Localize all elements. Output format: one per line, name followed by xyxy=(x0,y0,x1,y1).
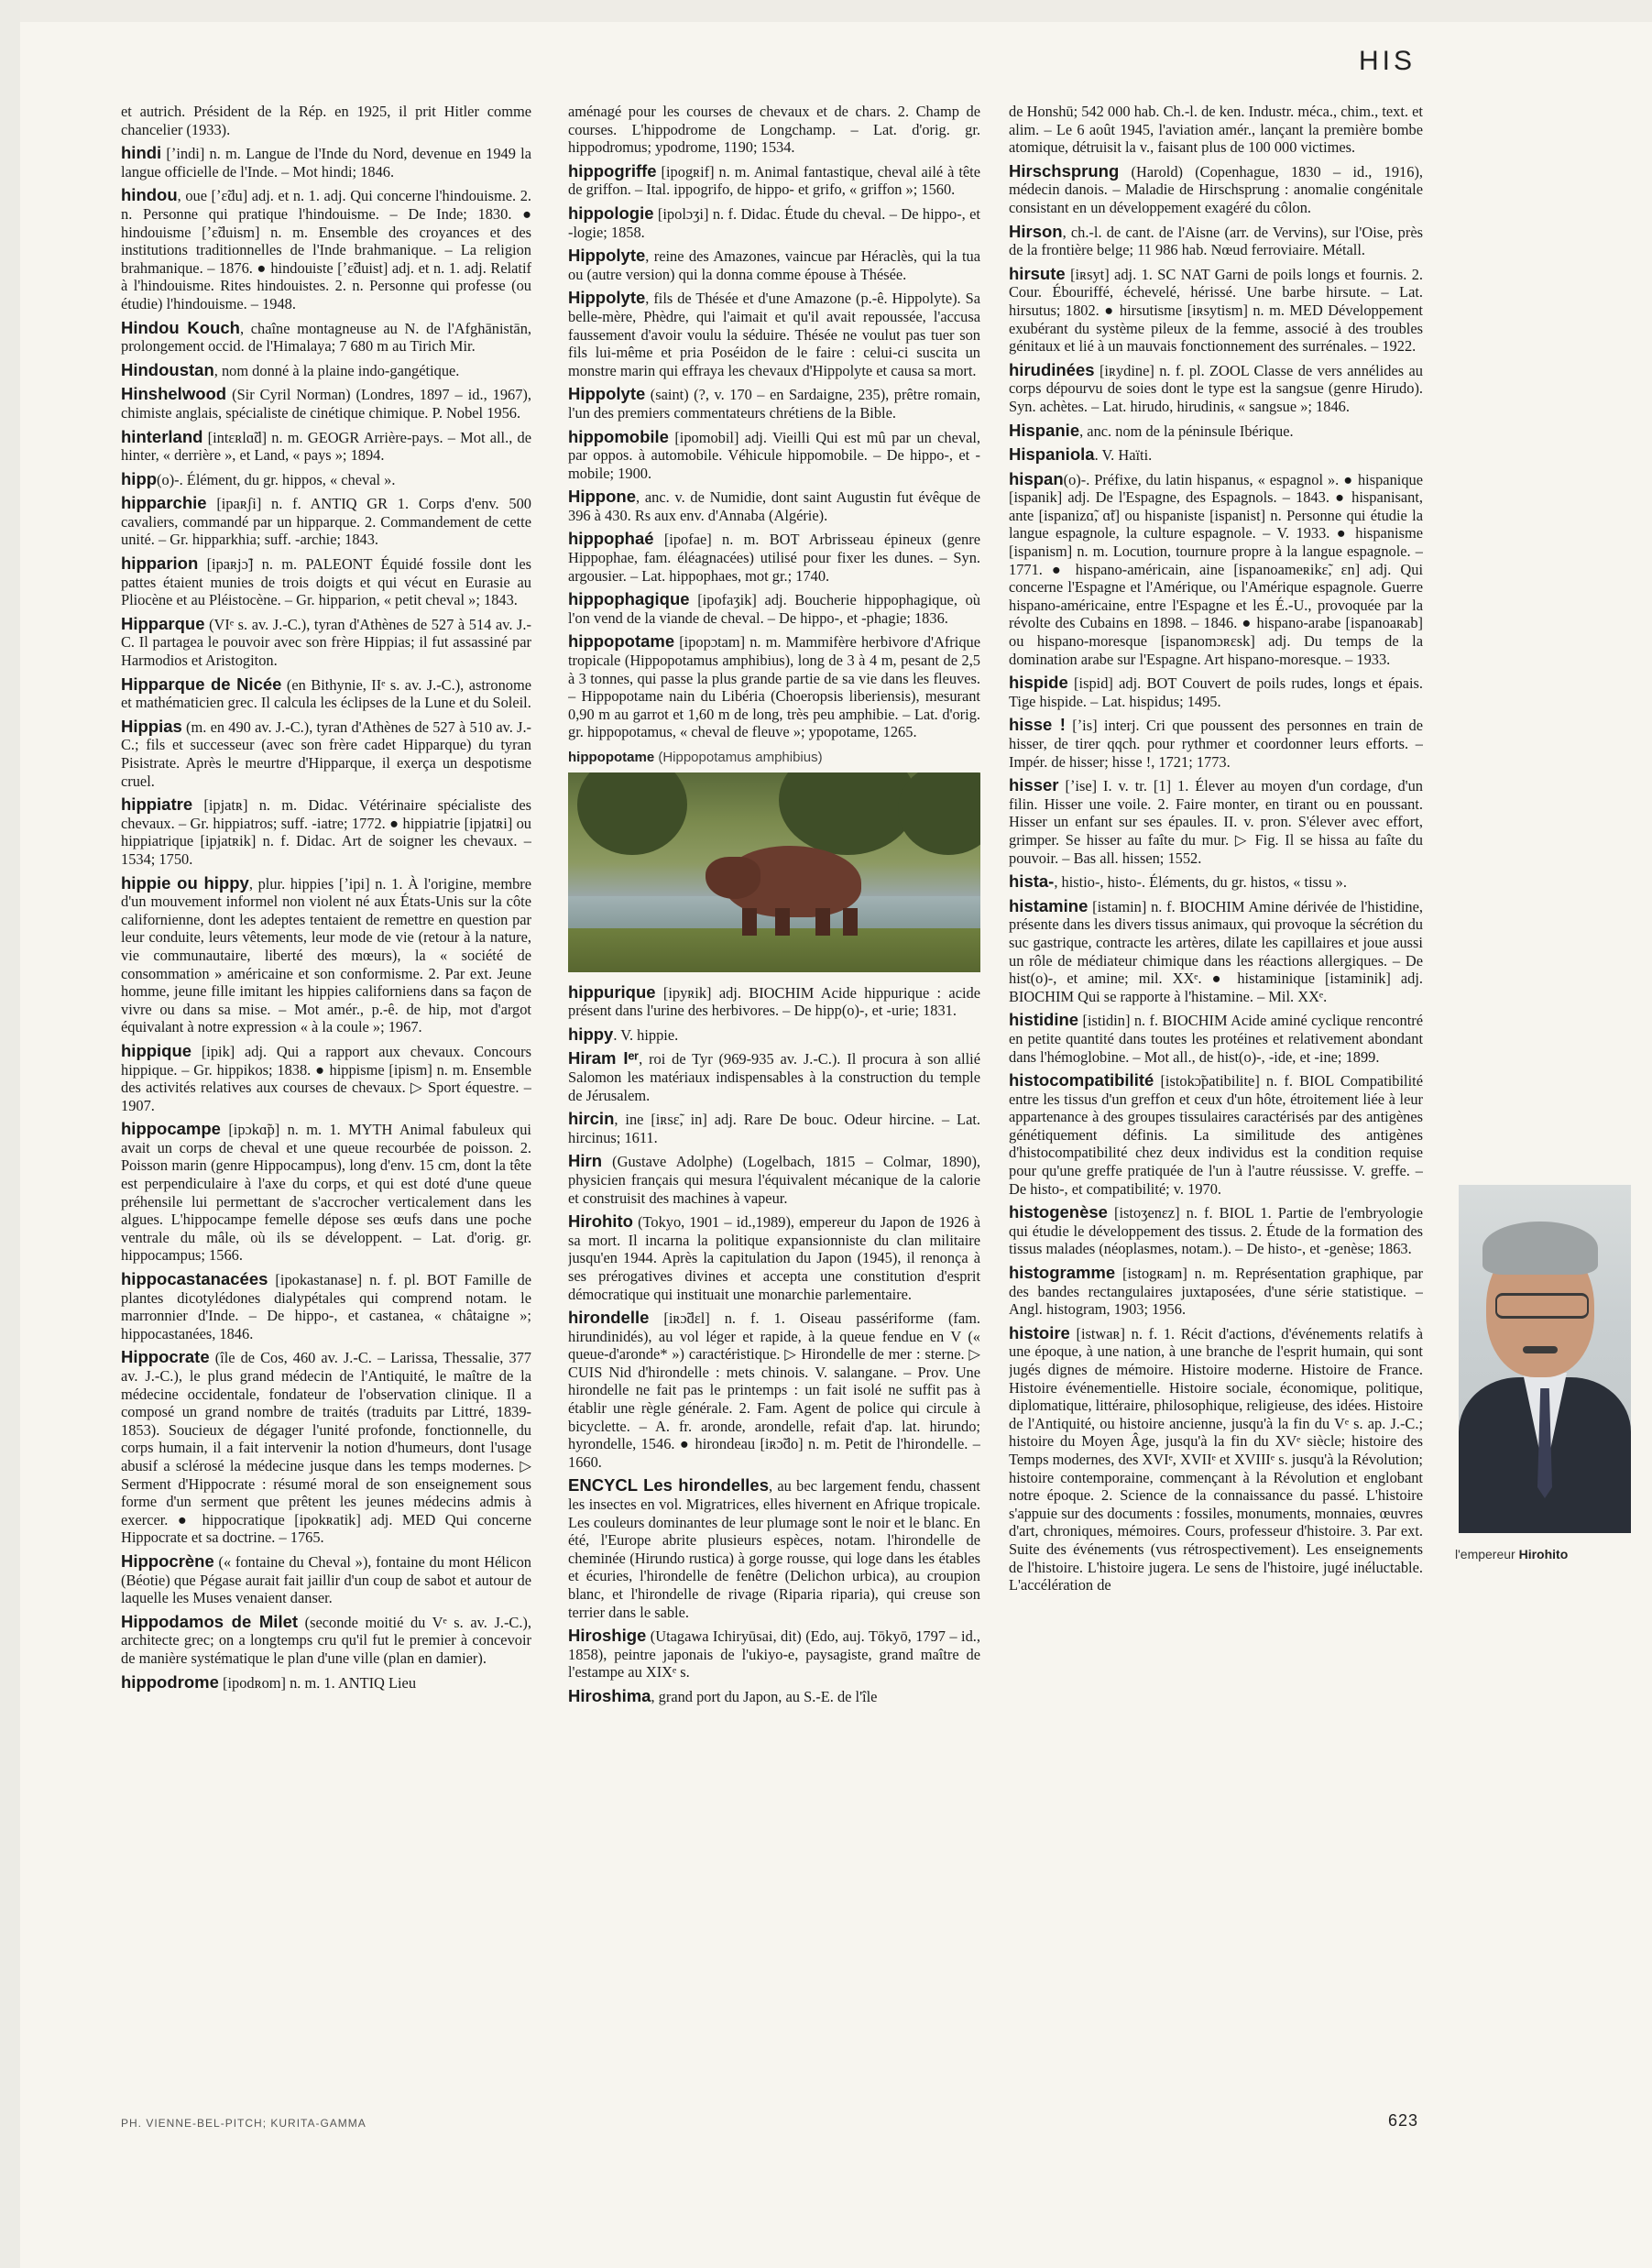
dictionary-entry: hippophagique [ipofaʒik] adj. Boucherie hippophagique, où l'on vend de la viande de cheval. – De hippo-, et -phagie; 1836. xyxy=(568,589,980,627)
dictionary-entry: hippurique [ipyʀik] adj. BIOCHIM Acide hippurique : acide présent dans l'urine des herbivores. – De hipp(o)-, et -urie; 1831. xyxy=(568,981,980,1020)
portrait-caption-prefix: l'empereur xyxy=(1455,1547,1519,1561)
photo-caption-latin: (Hippopotamus amphibius) xyxy=(654,750,823,765)
dictionary-entry: Hippocrène (« fontaine du Cheval »), fontaine du mont Hélicon (Béotie) que Pégase aurait fait jaillir d'un coup de sabot et autour de laquelle les Muses venaient danser. xyxy=(121,1550,531,1607)
column-1 xyxy=(121,103,531,2098)
dictionary-entry: histogramme [istogʀam] n. m. Représentation graphique, par des bandes rectangulaires juxtaposées, d'une série statistique. – Angl. histogram, 1903; 1956. xyxy=(1009,1263,1423,1319)
dictionary-entry: Hippolyte, fils de Thésée et d'une Amazone (p.-ê. Hippolyte). Sa belle-mère, Phèdre, qui l'aimait et qu'il avait repoussée, l'accusa faussement d'avoir voulu la séduire. Thésée ne voulut pas tuer son fils lui-même et pria Poséidon de le faire : celui-ci suscita un monstre marin qui effraya les chevaux d'Hippolyte et causa sa mort. xyxy=(568,288,980,379)
dictionary-entry: hippocastanacées [ipokastanase] n. f. pl. BOT Famille de plantes dicotylédones dialypétales qui comprend notam. le marronnier d'Inde. – De hippo-, et castanea, « châtaigne »; hippocastanées, 1846. xyxy=(121,1269,531,1342)
dictionary-entry: hipparchie [ipaʀʃi] n. f. ANTIQ GR 1. Corps d'env. 500 cavaliers, commandé par un hipparque. 2. Commandement de cette unité. – Gr. hipparkhia; suff. -archie; 1843. xyxy=(121,493,531,549)
dictionary-entry: Hipparque (VIᵉ s. av. J.-C.), tyran d'Athènes de 527 à 514 av. J.-C. Il partagea le pouvoir avec son frère Hippias; il fut assassiné par Harmodios et Aristogiton. xyxy=(121,613,531,670)
dictionary-entry: ENCYCL Les hirondelles, au bec largement fendu, chassent les insectes en vol. Migratrices, elles hivernent en Afrique tropicale. Les couleurs dominantes de leur plumage sont le noir et le blanc. En été, l'Europe abrite plusieurs espèces, notam. l'hirondelle de cheminée (Hirundo rustica) à gorge rousse, qui loge dans les étables et écuries, l'hirondelle de fenêtre (Delichon urbica), au croupion blanc, et l'hirondelle de rivage (Riparia riparia), qui creuse son terrier dans le sable. xyxy=(568,1475,980,1621)
dictionary-entry: Hindoustan, nom donné à la plaine indo-gangétique. xyxy=(121,359,460,379)
photo-credit: PH. VIENNE-BEL-PITCH; KURITA-GAMMA xyxy=(121,2117,367,2130)
portrait-caption xyxy=(1455,1547,1568,1561)
hippopotamus-photo xyxy=(568,772,980,972)
dictionary-entry: hippie ou hippy, plur. hippies [ʼipi] n. 1. À l'origine, membre d'un mouvement informel non violent né aux États-Unis sur la côte californienne, dont les adeptes tentaient de remettre en question par leur conduite, leurs vêtements, leur mode de vie (retour à la nature, vie communautaire, liberté des mœurs), la « société de consommation » américaine et son conformisme. 2. Par ext. Jeune homme, jeune fille imitant les hippies californiens dans sa façon de vivre ou dans sa mise. – Mot amér., p.-ê. de hip, mot d'argot équivalant à notre expression « à la coule »; 1967. xyxy=(121,872,531,1036)
dictionary-entry: hippogriffe [ipogʀif] n. m. Animal fantastique, cheval ailé à tête de griffon. – Ital. ippogrifo, de hippo- et grifo, « griffon »; 1560. xyxy=(568,160,980,199)
dictionary-entry: hippy. V. hippie. xyxy=(568,1024,679,1044)
dictionary-entry: Hippolyte, reine des Amazones, vaincue par Héraclès, qui la tua ou (autre version) qui la donna comme épouse à Thésée. xyxy=(568,246,980,283)
scan-edge-top xyxy=(0,0,1652,22)
dictionary-entry: hisser [ʼise] I. v. tr. [1] 1. Élever au moyen d'un cordage, d'un filin. Hisser une voile. 2. Faire monter, en tirant ou en poussant. Hisser un enfant sur ses épaules. II. v. pron. S'élever avec effort, grimper. Se hisser au faîte du mur. ▷ Fig. Il se hissa au faîte du pouvoir. – Bas all. hissen; 1552. xyxy=(1009,775,1423,867)
photo-caption-headword: hippopotame xyxy=(568,750,655,765)
dictionary-entry: hippiatre [ipjatʀ] n. m. Didac. Vétérinaire spécialiste des chevaux. – Gr. hippiatros; suff. -iatre; 1772. ● hippiatrie [ipjatʀi] ou hippiatrique [ipjatʀik] n. f. Didac. Art de soigner les chevaux. – 1534; 1750. xyxy=(121,794,531,868)
dictionary-entry: hispide [ispid] adj. BOT Couvert de poils rudes, longs et épais. Tige hispide. – Lat. hispidus; 1495. xyxy=(1009,673,1423,710)
dictionary-entry: histidine [istidin] n. f. BIOCHIM Acide aminé cyclique rencontré en petite quantité dans toutes les protéines et relativement abondant dans l'hémoglobine. – Mot all., de hist(o)-, -ide, et -ine; 1899. xyxy=(1009,1010,1423,1066)
dictionary-entry: Hiroshige (Utagawa Ichiryūsai, dit) (Edo, auj. Tōkyō, 1797 – id., 1858), peintre japonais de l'ukiyo-e, paysagiste, grand maître de l'estampe au XIXᵉ s. xyxy=(568,1626,980,1682)
running-head: HIS xyxy=(1359,46,1417,76)
column-2 xyxy=(568,103,980,2098)
dictionary-entry: hirondelle [iʀɔ̃dɛl] n. f. 1. Oiseau passériforme (fam. hirundinidés), au vol léger et rapide, à la queue fendue en V (« queue-d'aronde* ») caractéristique. ▷ Hirondelle de mer : sterne. ▷ CUIS Nid d'hirondelle : mets chinois. V. salangane. – Prov. Une hirondelle ne fait pas le printemps : un fait isolé ne suffit pas à établir une règle générale. 2. Fam. Agent de police qui circule à bicyclette. – A. fr. aronde, arondelle, refait d'ap. lat. hirundo; hyrondelle, 1546. ● hirondeau [iʀɔ̃do] n. m. Petit de l'hirondelle. – 1660. xyxy=(568,1308,980,1471)
dictionary-entry: hippocampe [ipɔkɑ̃p] n. m. 1. MYTH Animal fabuleux qui avait un corps de cheval et une queue recourbée de poisson. 2. Poisson marin (genre Hippocampus), long d'env. 15 cm, dont la tête est perpendiculaire à l'axe du corps, et qui est doté d'une queue préhensile lui permettant de s'accrocher verticalement dans les algues. L'hippocampe femelle dépose ses œufs dans une poche ventrale du mâle, où ils se développent. – Lat. d'orig. gr. hippocampus; 1566. xyxy=(121,1119,531,1265)
dictionary-entry: Hispanie, anc. nom de la péninsule Ibérique. xyxy=(1009,420,1294,440)
dictionary-entry: Hiroshima, grand port du Japon, au S.-E. de l'île xyxy=(568,1685,878,1705)
portrait-caption-name: Hirohito xyxy=(1518,1547,1569,1561)
dictionary-entry: hipparion [ipaʀjɔ̃] n. m. PALEONT Équidé fossile dont les pattes étaient munies de trois doigts et qui vécut en Eurasie au Pliocène et au Pléistocène. – Gr. hipparion, « petit cheval »; 1843. xyxy=(121,553,531,609)
dictionary-entry: Hirschsprung (Harold) (Copenhague, 1830 – id., 1916), médecin danois. – Maladie de Hirschsprung : anomalie congénitale consistant en un développement exagéré du côlon. xyxy=(1009,160,1423,216)
dictionary-entry: Hippias (m. en 490 av. J.-C.), tyran d'Athènes de 527 à 510 av. J.-C.; fils et successeur (avec son frère cadet Hipparque) du tyran Pisistrate. Après le meurtre d'Hipparque, il exerça un despotisme cruel. xyxy=(121,716,531,790)
dictionary-entry: hindou, oue [ʼɛ̃du] adj. et n. 1. adj. Qui concerne l'hindouisme. 2. n. Personne qui pratique l'hindouisme. – De Inde; 1830. ● hindouisme [ʼɛ̃duism] n. m. Ensemble des croyances et des institutions traditionnelles de l'Inde brahmanique. – La religion brahmanique. – 1876. ● hindouiste [ʼɛ̃duist] adj. et n. 1. adj. Relatif à l'hindouisme. Rites hindouistes. 2. n. Personne qui professe (ou étudie) l'hindouisme. – 1948. xyxy=(121,185,531,312)
dictionary-entry: hindi [ʼindi] n. m. Langue de l'Inde du Nord, devenue en 1949 la langue officielle de l'Inde. – Mot hindi; 1846. xyxy=(121,143,531,181)
column-2-top xyxy=(568,103,980,741)
dictionary-entry: histocompatibilité [istokɔ̃patibilite] n. f. BIOL Compatibilité entre les tissus d'un greffon et ceux d'un hôte, étroitement liée à leur appartenance à des groupes tissulaires caractérisés par des antigènes génétiquement définis. La similitude des antigènes d'histocompatibilité chez deux individus est la condition requise pour qu'une greffe pratiquée de l'un à l'autre réussisse. V. greffe. – De histo-, et compatibilité; v. 1970. xyxy=(1009,1070,1423,1198)
dictionary-entry: histamine [istamin] n. f. BIOCHIM Amine dérivée de l'histidine, présente dans les divers tissus animaux, qui provoque la sécrétion du suc gastrique, contracte les artères, dilate les capillaires et joue aussi un rôle de médiateur chimique dans les réactions allergiques. – De hist(o)-, et amine; mil. XXᵉ. ● histaminique [istaminik] adj. BIOCHIM Qui se rapporte à l'histamine. – Mil. XXᵉ. xyxy=(1009,895,1423,1005)
dictionary-entry: Hippone, anc. v. de Numidie, dont saint Augustin fut évêque de 396 à 430. Rs aux env. d'Annaba (Algérie). xyxy=(568,487,980,524)
dictionary-entry: hinterland [intɛʀlɑ̃d] n. m. GEOGR Arrière-pays. – Mot all., de hinter, « derrière », et Land, « pays »; 1894. xyxy=(121,426,531,465)
dictionary-entry: hippique [ipik] adj. Qui a rapport aux chevaux. Concours hippique. – Gr. hippikos; 1838. ● hippisme [ipism] n. m. Ensemble des activités relatives aux courses de chevaux. ▷ Sport équestre. – 1907. xyxy=(121,1040,531,1114)
dictionary-entry: Hirohito (Tokyo, 1901 – id.,1989), empereur du Japon de 1926 à sa mort. Il incarna la politique expansionniste du clan militaire jusqu'en 1944. Après la capitulation du Japon (1945), il renonça à ses prérogatives divines et accepta une constitution d'esprit démocratique qui instituait une monarchie parlementaire. xyxy=(568,1211,980,1303)
dictionary-entry: hippomobile [ipomobil] adj. Vieilli Qui est mû par un cheval, par oppos. à automobile. Véhicule hippomobile. – De hippo-, et -mobile; 1900. xyxy=(568,426,980,482)
dictionary-entry: histoire [istwaʀ] n. f. 1. Récit d'actions, d'événements relatifs à une époque, à une nation, à une branche de l'esprit humain, qui sont jugés dignes de mémoire. Histoire moderne. Histoire de France. Histoire événementielle. Histoire sociale, économique, politique, diplomatique, littéraire, philosophique, religieuse, des idées. Histoire de l'Antiquité, ou histoire ancienne, jusqu'à la fin du Vᵉ s. ap. J.-C.; histoire du Moyen Âge, jusqu'à la fin du XVᵉ siècle; histoire des Temps modernes, des XVIᵉ, XVIIᵉ et XVIIIᵉ s. jusqu'à la Révolution; histoire contemporaine, commençant à la Révolution et englobant notre époque. 2. Science de la connaissance du passé. L'histoire s'appuie sur des documents : fossiles, monuments, monnaies, œuvres d'art, chroniques, mémoires. Cours, professeur d'histoire. 3. Par ext. Suite des événements (vus rétrospectivement). Les enseignements de l'histoire. L'histoire jugera. Le sens de l'histoire, jugé inéluctable. L'accélération de xyxy=(1009,1322,1423,1594)
dictionary-entry: hispan(o)-. Préfixe, du latin hispanus, « espagnol ». ● hispanique [ispanik] adj. De l'Espagne, des Espagnols. – 1843. ● hispanisant, ante [ispanizɑ̃, ɑ̃t] ou hispaniste [ispanist] n. Personne qui étudie la langue espagnole, la culture espagnole. – V. 1933. ● hispanisme [ispanism] n. m. Locution, tournure propre à la langue espagnole. – 1771. ● hispano-américain, aine [ispanoameʀikɛ̃, ɛn] adj. Qui concerne l'Espagne et l'Amérique, ou l'Amérique espagnole. Guerre hispano-américaine, entre l'Espagne et les É.-U., provoquée par la révolte des Cubains en 1898. – 1846. ● hispano-arabe [ispanoaʀab] ou hispano-moresque [ispanomɔʀɛsk] adj. Du temps de la domination arabe sur l'Espagne. Art hispano-moresque. – 1933. xyxy=(1009,468,1423,668)
dictionary-entry: hisse ! [ʼis] interj. Cri que poussent des personnes en train de hisser, de tirer qqch. pour rythmer et coordonner leurs efforts. – Impér. de hisser; hisse !, 1721; 1773. xyxy=(1009,715,1423,771)
scan-edge-left xyxy=(0,0,20,2268)
column-2-bottom xyxy=(568,983,980,1706)
dictionary-entry: Hippocrate (île de Cos, 460 av. J.-C. – Larissa, Thessalie, 377 av. J.-C.), le plus grand médecin de l'Antiquité, le maître de la médecine occidentale, fondateur de l'observation clinique. Il a composé un grand nombre de traités (traduits par Littré, 1839-1853). Soucieux de dégager l'unité profonde, fonctionnelle, du corps humain, il a fait intervenir la notion d'humeurs, dont l'usage abusif a sclérosé la médecine jusque dans les temps modernes. ▷ Serment d'Hippocrate : résumé moral de son enseignement sous forme d'un serment que prêtent les jeunes médecins admis à exercer. ● hippocratique [ipokʀatik] adj. MED Qui concerne Hippocrate et sa doctrine. – 1765. xyxy=(121,1347,531,1547)
dictionary-entry: Hirson, ch.-l. de cant. de l'Aisne (arr. de Vervins), sur l'Oise, près de la frontière belge; 11 986 hab. Nœud ferroviaire. Métall. xyxy=(1009,221,1423,259)
dictionary-entry: hirsute [iʀsyt] adj. 1. SC NAT Garni de poils longs et fournis. 2. Cour. Ébouriffé, échevelé, hérissé. Une barbe hirsute. – Lat. hirsutus; 1802. ● hirsutisme [iʀsytism] n. m. MED Développement exubérant du système pileux de la femme, associé à des troubles génitaux et lié à un mauvais fonctionnement des surrénales. – 1922. xyxy=(1009,263,1423,356)
dictionary-entry: Hindou Kouch, chaîne montagneuse au N. de l'Afghānistān, prolongement occid. de l'Himalaya; 7 680 m au Tirich Mir. xyxy=(121,317,531,356)
dictionary-entry: hipp(o)-. Élément, du gr. hippos, « cheval ». xyxy=(121,468,396,488)
dictionary-entry: et autrich. Président de la Rép. en 1925, il prit Hitler comme chancelier (1933). xyxy=(121,103,531,138)
dictionary-entry: hippologie [ipolɔʒi] n. f. Didac. Étude du cheval. – De hippo-, et -logie; 1858. xyxy=(568,203,980,241)
dictionary-entry: hippopotame [ipopɔtam] n. m. Mammifère herbivore d'Afrique tropicale (Hippopotamus amphibius), long de 3 à 4 m, pesant de 2,5 à 3 tonnes, qui passe la plus grande partie de sa vie dans les fleuves. – Hippopotame nain du Libéria (Choeropsis liberiensis), mesurant 0,90 m au garrot et 1,60 m de long, très peu amphibie. – Lat. d'orig. gr. hippopotamus, « cheval de fleuve »; ypopotame, 1265. xyxy=(568,631,980,741)
dictionary-entry: hippophaé [ipofae] n. m. BOT Arbrisseau épineux (genre Hippophae, fam. éléagnacées) utilisé pour fixer les dunes. – Syn. argousier. – Lat. hippophaes, mot gr.; 1740. xyxy=(568,529,980,585)
photo-caption xyxy=(568,749,980,767)
dictionary-entry: Hirn (Gustave Adolphe) (Logelbach, 1815 – Colmar, 1890), physicien français qui mesura l'équivalent mécanique de la calorie et construisit des machines à vapeur. xyxy=(568,1151,980,1207)
dictionary-entry: hippodrome [ipodʀom] n. m. 1. ANTIQ Lieu xyxy=(121,1671,417,1692)
dictionary-entry: Hiram Iᵉʳ, roi de Tyr (969-935 av. J.-C.). Il procura à son allié Salomon les matériaux indispensables à la construction du temple de Jérusalem. xyxy=(568,1048,980,1104)
dictionary-entry: Hippolyte (saint) (?, v. 170 – en Sardaigne, 235), prêtre romain, l'un des premiers commentateurs chrétiens de la Bible. xyxy=(568,384,980,422)
dictionary-entry: Hinshelwood (Sir Cyril Norman) (Londres, 1897 – id., 1967), chimiste anglais, spécialiste de cinétique chimique. P. Nobel 1956. xyxy=(121,384,531,422)
hirohito-portrait xyxy=(1459,1185,1631,1533)
dictionary-entry: hista-, histio-, histo-. Éléments, du gr. histos, « tissu ». xyxy=(1009,871,1347,892)
dictionary-entry: histogenèse [istoʒenɛz] n. f. BIOL 1. Partie de l'embryologie qui étudie le développement des tissus. 2. Étude de la formation des tissus malades (néoplasmes, notam.). – De histo-, et -genèse; 1863. xyxy=(1009,1202,1423,1258)
dictionary-entry: de Honshū; 542 000 hab. Ch.-l. de ken. Industr. méca., chim., text. et alim. – Le 6 août 1945, l'aviation amér., lançant la première bombe atomique, détruisit la v., faisant plus de 100 000 victimes. xyxy=(1009,103,1423,157)
dictionary-entry: hirudinées [iʀydine] n. f. pl. ZOOL Classe de vers annélides au corps dépourvu de soies dont le type est la sangsue (genre Hirudo). Syn. achètes. – Lat. hirudo, hirudinis, « sangsue »; 1846. xyxy=(1009,359,1423,415)
column-3 xyxy=(1009,103,1423,2098)
dictionary-entry: hircin, ine [iʀsɛ̃, in] adj. Rare De bouc. Odeur hircine. – Lat. hircinus; 1611. xyxy=(568,1109,980,1146)
dictionary-entry: aménagé pour les courses de chevaux et de chars. 2. Champ de courses. L'hippodrome de Longchamp. – Lat. d'orig. gr. hippodromus; ypodrome, 1190; 1534. xyxy=(568,103,980,157)
page-number: 623 xyxy=(1388,2111,1419,2130)
dictionary-entry: Hippodamos de Milet (seconde moitié du Vᵉ s. av. J.-C.), architecte grec; on a longtemps cru qu'il fut le premier à concevoir de manière systématique le plan d'une ville (plan en damier). xyxy=(121,1611,531,1667)
dictionary-entry: Hispaniola. V. Haïti. xyxy=(1009,444,1153,465)
dictionary-entry: Hipparque de Nicée (en Bithynie, IIᵉ s. av. J.-C.), astronome et mathématicien grec. Il calcula les éclipses de la Lune et du Soleil. xyxy=(121,674,531,712)
